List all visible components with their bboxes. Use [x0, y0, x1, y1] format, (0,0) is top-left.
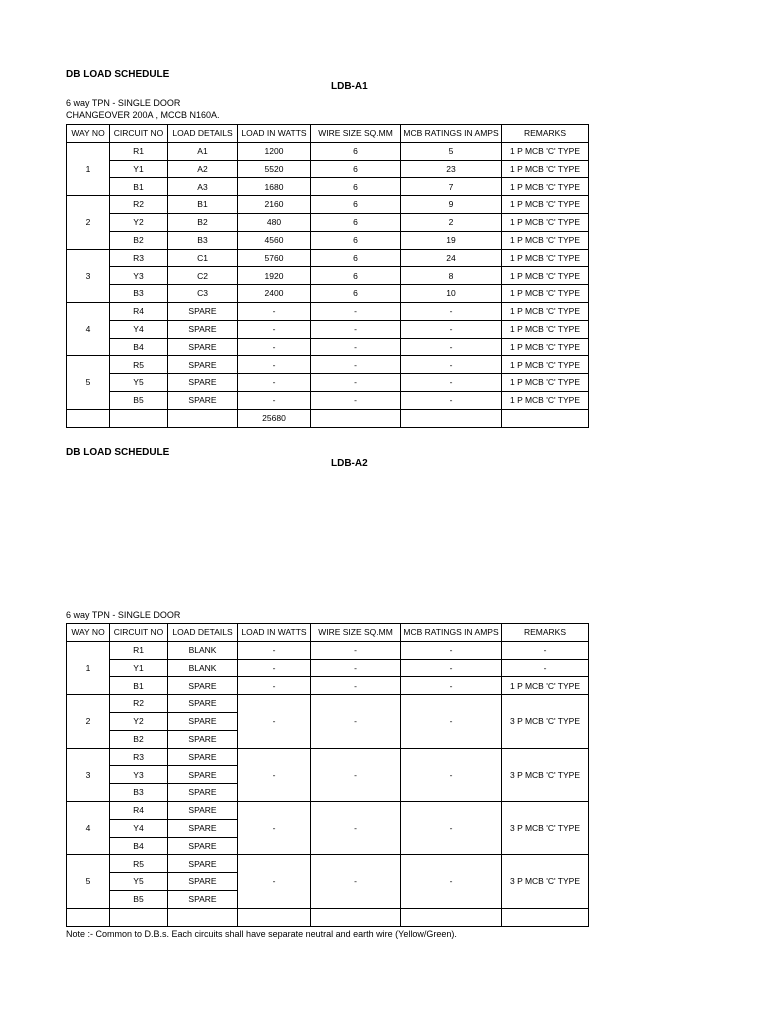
column-header: WAY NO: [67, 624, 110, 642]
circuit-cell: Y5: [110, 873, 168, 891]
table-row: [67, 641, 589, 659]
load-watts-cell: -: [238, 855, 311, 908]
header-row: [67, 624, 589, 642]
wire-size-cell: -: [311, 695, 401, 748]
load-details-cell: SPARE: [168, 302, 238, 320]
load-details-cell: SPARE: [168, 320, 238, 338]
circuit-cell: R4: [110, 302, 168, 320]
remarks-cell: 1 P MCB 'C' TYPE: [502, 178, 589, 196]
way-number-cell: 3: [67, 748, 110, 801]
load-watts-cell: -: [238, 801, 311, 854]
circuit-cell: B3: [110, 784, 168, 802]
table-row: [67, 196, 589, 214]
column-header: WIRE SIZE SQ.MM: [311, 125, 401, 143]
load-watts-cell: 2400: [238, 285, 311, 303]
schedule2-table: [66, 623, 589, 927]
empty-cell: [311, 409, 401, 427]
circuit-cell: R2: [110, 695, 168, 713]
mcb-rating-cell: -: [401, 391, 502, 409]
total-row: [67, 409, 589, 427]
wire-size-cell: -: [311, 391, 401, 409]
load-details-cell: SPARE: [168, 730, 238, 748]
load-watts-cell: -: [238, 320, 311, 338]
load-details-cell: SPARE: [168, 356, 238, 374]
circuit-cell: Y3: [110, 267, 168, 285]
remarks-cell: -: [502, 641, 589, 659]
remarks-cell: 1 P MCB 'C' TYPE: [502, 302, 589, 320]
way-number-cell: 5: [67, 855, 110, 908]
remarks-cell: 1 P MCB 'C' TYPE: [502, 196, 589, 214]
table-row: [67, 855, 589, 873]
load-watts-cell: 2160: [238, 196, 311, 214]
mcb-rating-cell: -: [401, 320, 502, 338]
remarks-cell: -: [502, 659, 589, 677]
circuit-cell: R1: [110, 142, 168, 160]
remarks-cell: 1 P MCB 'C' TYPE: [502, 213, 589, 231]
table-row: [67, 338, 589, 356]
mcb-rating-cell: -: [401, 801, 502, 854]
circuit-cell: Y5: [110, 374, 168, 392]
empty-cell: [401, 908, 502, 926]
footer-note: Note :- Common to D.B.s. Each circuits shall have separate neutral and earth wire (Yellow/Green).: [66, 929, 457, 939]
way-number-cell: 4: [67, 801, 110, 854]
load-details-cell: A3: [168, 178, 238, 196]
mcb-rating-cell: -: [401, 855, 502, 908]
table-row: [67, 178, 589, 196]
load-details-cell: SPARE: [168, 748, 238, 766]
load-details-cell: SPARE: [168, 819, 238, 837]
wire-size-cell: -: [311, 320, 401, 338]
load-details-cell: SPARE: [168, 695, 238, 713]
circuit-cell: Y4: [110, 320, 168, 338]
load-watts-cell: 480: [238, 213, 311, 231]
mcb-rating-cell: 23: [401, 160, 502, 178]
load-watts-cell: -: [238, 641, 311, 659]
load-watts-cell: -: [238, 677, 311, 695]
load-watts-cell: -: [238, 338, 311, 356]
load-watts-cell: 5520: [238, 160, 311, 178]
wire-size-cell: 6: [311, 267, 401, 285]
load-details-cell: B2: [168, 213, 238, 231]
table-row: [67, 285, 589, 303]
table-row: [67, 695, 589, 713]
circuit-cell: R3: [110, 249, 168, 267]
empty-cell: [168, 908, 238, 926]
remarks-cell: 1 P MCB 'C' TYPE: [502, 249, 589, 267]
circuit-cell: Y2: [110, 712, 168, 730]
schedule1-heading: DB LOAD SCHEDULE: [66, 69, 170, 80]
empty-cell: [110, 908, 168, 926]
mcb-rating-cell: -: [401, 302, 502, 320]
column-header: WAY NO: [67, 125, 110, 143]
column-header: MCB RATINGS IN AMPS: [401, 624, 502, 642]
circuit-cell: R5: [110, 855, 168, 873]
load-details-cell: SPARE: [168, 712, 238, 730]
wire-size-cell: -: [311, 374, 401, 392]
circuit-cell: B2: [110, 231, 168, 249]
column-header: CIRCUIT NO: [110, 624, 168, 642]
load-details-cell: SPARE: [168, 766, 238, 784]
wire-size-cell: -: [311, 855, 401, 908]
load-details-cell: A1: [168, 142, 238, 160]
mcb-rating-cell: 7: [401, 178, 502, 196]
mcb-rating-cell: 9: [401, 196, 502, 214]
column-header: LOAD DETAILS: [168, 125, 238, 143]
table-row: [67, 677, 589, 695]
remarks-cell: 1 P MCB 'C' TYPE: [502, 374, 589, 392]
circuit-cell: R1: [110, 641, 168, 659]
column-header: REMARKS: [502, 125, 589, 143]
circuit-cell: Y1: [110, 160, 168, 178]
table-row: [67, 249, 589, 267]
load-details-cell: SPARE: [168, 801, 238, 819]
remarks-cell: 1 P MCB 'C' TYPE: [502, 356, 589, 374]
wire-size-cell: -: [311, 356, 401, 374]
mcb-rating-cell: -: [401, 695, 502, 748]
circuit-cell: Y2: [110, 213, 168, 231]
load-details-cell: SPARE: [168, 890, 238, 908]
total-watts-cell: 25680: [238, 409, 311, 427]
load-details-cell: BLANK: [168, 659, 238, 677]
mcb-rating-cell: 5: [401, 142, 502, 160]
table-row: [67, 267, 589, 285]
load-details-cell: SPARE: [168, 374, 238, 392]
load-watts-cell: 1680: [238, 178, 311, 196]
load-details-cell: B3: [168, 231, 238, 249]
wire-size-cell: 6: [311, 160, 401, 178]
load-watts-cell: 1200: [238, 142, 311, 160]
load-watts-cell: -: [238, 695, 311, 748]
way-number-cell: 2: [67, 695, 110, 748]
circuit-cell: B5: [110, 391, 168, 409]
schedule2-description: 6 way TPN - SINGLE DOOR: [66, 610, 181, 620]
mcb-rating-cell: -: [401, 659, 502, 677]
schedule1-description: 6 way TPN - SINGLE DOOR: [66, 98, 181, 108]
remarks-cell: 1 P MCB 'C' TYPE: [502, 142, 589, 160]
column-header: WIRE SIZE SQ.MM: [311, 624, 401, 642]
mcb-rating-cell: -: [401, 748, 502, 801]
load-details-cell: SPARE: [168, 784, 238, 802]
table-row: [67, 160, 589, 178]
load-details-cell: SPARE: [168, 855, 238, 873]
remarks-cell: 3 P MCB 'C' TYPE: [502, 695, 589, 748]
wire-size-cell: 6: [311, 142, 401, 160]
load-watts-cell: -: [238, 302, 311, 320]
remarks-cell: 1 P MCB 'C' TYPE: [502, 338, 589, 356]
empty-cell: [238, 908, 311, 926]
remarks-cell: 1 P MCB 'C' TYPE: [502, 391, 589, 409]
empty-cell: [502, 908, 589, 926]
remarks-cell: 3 P MCB 'C' TYPE: [502, 855, 589, 908]
wire-size-cell: -: [311, 302, 401, 320]
way-number-cell: 1: [67, 142, 110, 195]
load-details-cell: SPARE: [168, 873, 238, 891]
column-header: CIRCUIT NO: [110, 125, 168, 143]
table-row: [67, 391, 589, 409]
load-watts-cell: 4560: [238, 231, 311, 249]
circuit-cell: B2: [110, 730, 168, 748]
remarks-cell: 1 P MCB 'C' TYPE: [502, 320, 589, 338]
circuit-cell: Y1: [110, 659, 168, 677]
column-header: LOAD IN WATTS: [238, 125, 311, 143]
mcb-rating-cell: -: [401, 374, 502, 392]
circuit-cell: R2: [110, 196, 168, 214]
load-watts-cell: -: [238, 356, 311, 374]
remarks-cell: 1 P MCB 'C' TYPE: [502, 267, 589, 285]
mcb-rating-cell: 10: [401, 285, 502, 303]
load-details-cell: SPARE: [168, 338, 238, 356]
empty-cell: [311, 908, 401, 926]
circuit-cell: B4: [110, 338, 168, 356]
column-header: REMARKS: [502, 624, 589, 642]
wire-size-cell: -: [311, 748, 401, 801]
schedule1-board-name: LDB-A1: [331, 81, 368, 92]
way-number-cell: 5: [67, 356, 110, 409]
mcb-rating-cell: -: [401, 641, 502, 659]
wire-size-cell: 6: [311, 249, 401, 267]
table-row: [67, 320, 589, 338]
remarks-cell: 3 P MCB 'C' TYPE: [502, 748, 589, 801]
load-details-cell: BLANK: [168, 641, 238, 659]
empty-cell: [502, 409, 589, 427]
wire-size-cell: -: [311, 641, 401, 659]
remarks-cell: 1 P MCB 'C' TYPE: [502, 285, 589, 303]
wire-size-cell: 6: [311, 285, 401, 303]
wire-size-cell: 6: [311, 196, 401, 214]
remarks-cell: 1 P MCB 'C' TYPE: [502, 160, 589, 178]
circuit-cell: Y4: [110, 819, 168, 837]
table-row: [67, 356, 589, 374]
mcb-rating-cell: 19: [401, 231, 502, 249]
table-row: [67, 213, 589, 231]
wire-size-cell: 6: [311, 231, 401, 249]
circuit-cell: B1: [110, 677, 168, 695]
column-header: MCB RATINGS IN AMPS: [401, 125, 502, 143]
header-row: [67, 125, 589, 143]
circuit-cell: B1: [110, 178, 168, 196]
wire-size-cell: 6: [311, 213, 401, 231]
table-row: [67, 302, 589, 320]
wire-size-cell: -: [311, 338, 401, 356]
empty-cell: [401, 409, 502, 427]
table-row: [67, 659, 589, 677]
load-details-cell: C2: [168, 267, 238, 285]
circuit-cell: B3: [110, 285, 168, 303]
load-watts-cell: -: [238, 659, 311, 677]
table-row: [67, 801, 589, 819]
table-row: [67, 142, 589, 160]
load-watts-cell: 1920: [238, 267, 311, 285]
schedule1-table: [66, 124, 589, 428]
load-details-cell: SPARE: [168, 677, 238, 695]
table-row: [67, 231, 589, 249]
mcb-rating-cell: -: [401, 677, 502, 695]
load-details-cell: SPARE: [168, 391, 238, 409]
empty-cell: [67, 409, 110, 427]
way-number-cell: 1: [67, 641, 110, 694]
schedule1-changeover: CHANGEOVER 200A , MCCB N160A.: [66, 110, 220, 120]
wire-size-cell: 6: [311, 178, 401, 196]
empty-cell: [67, 908, 110, 926]
load-details-cell: C1: [168, 249, 238, 267]
load-watts-cell: -: [238, 391, 311, 409]
mcb-rating-cell: 2: [401, 213, 502, 231]
circuit-cell: Y3: [110, 766, 168, 784]
remarks-cell: 1 P MCB 'C' TYPE: [502, 677, 589, 695]
circuit-cell: B5: [110, 890, 168, 908]
circuit-cell: R3: [110, 748, 168, 766]
load-watts-cell: -: [238, 374, 311, 392]
circuit-cell: B4: [110, 837, 168, 855]
table-row: [67, 374, 589, 392]
empty-cell: [168, 409, 238, 427]
way-number-cell: 4: [67, 302, 110, 355]
load-details-cell: SPARE: [168, 837, 238, 855]
empty-cell: [110, 409, 168, 427]
circuit-cell: R4: [110, 801, 168, 819]
table-row: [67, 748, 589, 766]
column-header: LOAD DETAILS: [168, 624, 238, 642]
way-number-cell: 3: [67, 249, 110, 302]
remarks-cell: 3 P MCB 'C' TYPE: [502, 801, 589, 854]
load-watts-cell: 5760: [238, 249, 311, 267]
blank-row: [67, 908, 589, 926]
wire-size-cell: -: [311, 677, 401, 695]
wire-size-cell: -: [311, 801, 401, 854]
load-details-cell: B1: [168, 196, 238, 214]
mcb-rating-cell: 24: [401, 249, 502, 267]
way-number-cell: 2: [67, 196, 110, 249]
wire-size-cell: -: [311, 659, 401, 677]
schedule2-heading: DB LOAD SCHEDULE: [66, 447, 170, 458]
circuit-cell: R5: [110, 356, 168, 374]
load-details-cell: A2: [168, 160, 238, 178]
load-details-cell: C3: [168, 285, 238, 303]
load-watts-cell: -: [238, 748, 311, 801]
schedule2-board-name: LDB-A2: [331, 458, 368, 469]
mcb-rating-cell: 8: [401, 267, 502, 285]
column-header: LOAD IN WATTS: [238, 624, 311, 642]
mcb-rating-cell: -: [401, 338, 502, 356]
remarks-cell: 1 P MCB 'C' TYPE: [502, 231, 589, 249]
mcb-rating-cell: -: [401, 356, 502, 374]
